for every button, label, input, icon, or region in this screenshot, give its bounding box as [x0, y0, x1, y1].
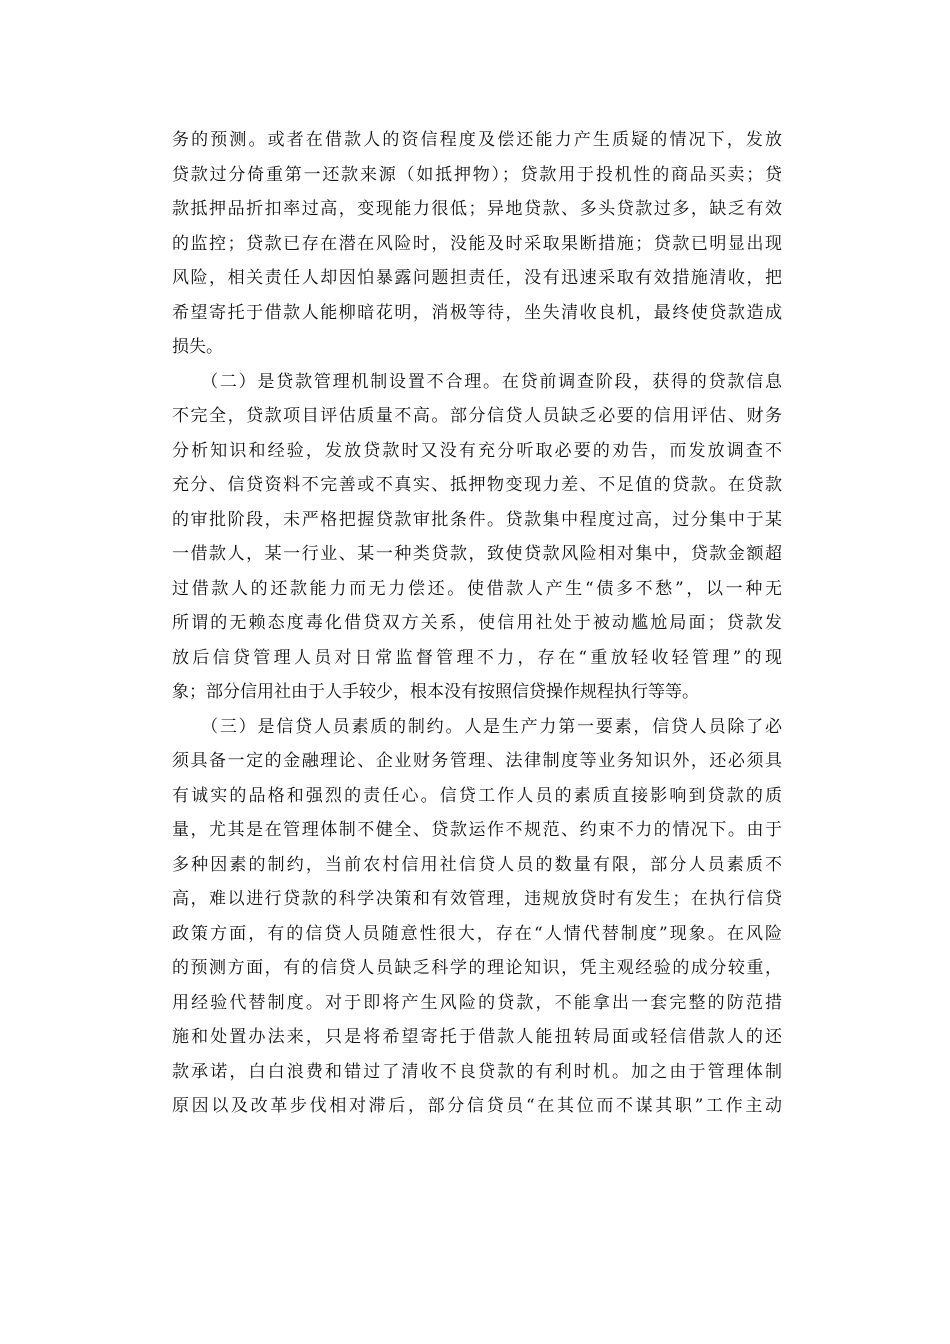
- text-line: 分析知识和经验，发放贷款时又没有充分听取必要的劝告，而发放调查不: [172, 440, 782, 461]
- text-line: 过借款人的还款能力而无力偿还。使借款人产生“债多不愁”，以一种无: [172, 578, 782, 599]
- text-line: 款抵押品折扣率过高，变现能力很低；异地贷款、多头贷款过多，缺乏有效: [172, 199, 782, 219]
- text-line: 务的预测。或者在借款人的资信程度及偿还能力产生质疑的情况下，发放: [172, 130, 782, 150]
- text-line: 象；部分信用社由于人手较少，根本没有按照信贷操作规程执行等等。: [172, 682, 699, 702]
- text-line: 施和处置办法来，只是将希望寄托于借款人能扭转局面或轻信借款人的还: [172, 1027, 782, 1047]
- text-line: 放后信贷管理人员对日常监督管理不力，存在“重放轻收轻管理”的现: [172, 647, 782, 668]
- text-line: 一借款人，某一行业、某一种类贷款，致使贷款风险相对集中，贷款金额超: [172, 544, 782, 564]
- text-line: 用经验代替制度。对于即将产生风险的贷款，不能拿出一套完整的防范措: [172, 992, 782, 1013]
- text-line: 希望寄托于借款人能柳暗花明，消极等待，坐失清收良机，最终使贷款造成: [172, 302, 782, 323]
- text-line: 量，尤其是在管理体制不健全、贷款运作不规范、约束不力的情况下。由于: [172, 820, 782, 840]
- text-line: 所谓的无赖态度毒化借贷双方关系，使信用社处于被动尴尬局面；贷款发: [172, 613, 782, 633]
- text-line: 贷款过分倚重第一还款来源（如抵押物）；贷款用于投机性的商品买卖；贷: [172, 164, 782, 185]
- text-line: 原因以及改革步伐相对滞后，部分信贷员“在其位而不谋其职”工作主动: [172, 1096, 782, 1116]
- body-text: [172, 123, 782, 1124]
- text-line: 的预测方面，有的信贷人员缺乏科学的理论知识，凭主观经验的成分较重，: [172, 958, 782, 978]
- text-line: 风险，相关责任人却因怕暴露问题担责任，没有迅速采取有效措施清收，把: [172, 268, 782, 288]
- text-line: 须具备一定的金融理论、企业财务管理、法律制度等业务知识外，还必须具: [172, 751, 782, 771]
- text-line: 不完全，贷款项目评估质量不高。部分信贷人员缺乏必要的信用评估、财务: [172, 406, 782, 426]
- text-line: 多种因素的制约，当前农村信用社信贷人员的数量有限，部分人员素质不: [172, 854, 782, 875]
- text-line: 有诚实的品格和强烈的责任心。信贷工作人员的素质直接影响到贷款的质: [172, 785, 782, 806]
- text-line: 充分、信贷资料不完善或不真实、抵押物变现力差、不足值的贷款。在贷款: [172, 475, 782, 495]
- text-line: 高，难以进行贷款的科学决策和有效管理，违规放贷时有发生；在执行信贷: [172, 889, 782, 909]
- text-line: （三）是信贷人员素质的制约。人是生产力第一要素，信贷人员除了必: [172, 716, 782, 737]
- text-line: （二）是贷款管理机制设置不合理。在贷前调查阶段，获得的贷款信息: [172, 371, 782, 392]
- text-line: 款承诺，白白浪费和错过了清收不良贷款的有利时机。加之由于管理体制: [172, 1061, 782, 1082]
- text-line: 的监控；贷款已存在潜在风险时，没能及时采取果断措施；贷款已明显出现: [172, 233, 782, 254]
- text-line: 损失。: [172, 337, 223, 357]
- text-line: 政策方面，有的信贷人员随意性很大，存在“人情代替制度”现象。在风险: [172, 923, 782, 944]
- text-line: 的审批阶段，未严格把握贷款审批条件。贷款集中程度过高，过分集中于某: [172, 509, 782, 530]
